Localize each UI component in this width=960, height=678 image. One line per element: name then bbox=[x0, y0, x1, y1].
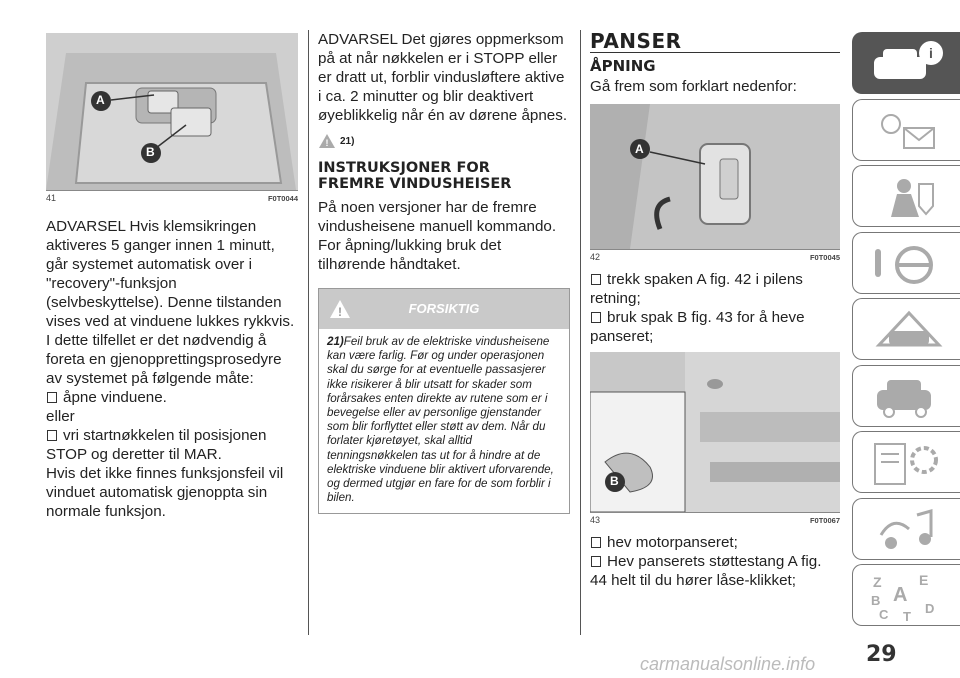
figure-label-a: A bbox=[96, 93, 105, 107]
svg-text:i: i bbox=[929, 45, 933, 61]
tab-multimedia[interactable] bbox=[852, 498, 960, 560]
sub-title: ÅPNING bbox=[590, 57, 656, 75]
tab-warning-lights[interactable] bbox=[852, 99, 960, 161]
body-paragraph: For åpning/lukking bruk det tilhørende håndtaket. bbox=[318, 237, 502, 273]
figure-code: F0T0044 bbox=[267, 194, 298, 203]
column-left bbox=[46, 0, 298, 521]
tab-car-info[interactable] bbox=[852, 32, 960, 94]
page-number: 29 bbox=[866, 642, 897, 667]
svg-text:D: D bbox=[925, 601, 935, 616]
figure-label-b: B bbox=[146, 145, 155, 159]
caution-number: 21) bbox=[327, 335, 344, 348]
list-item bbox=[46, 388, 298, 407]
svg-text:T: T bbox=[903, 609, 911, 621]
list-item-text: hev motorpanseret; bbox=[607, 533, 738, 551]
svg-text:A: A bbox=[893, 584, 908, 606]
caution-body bbox=[319, 329, 569, 513]
intro-text: Gå frem som forklart nedenfor: bbox=[590, 77, 797, 95]
window-switch-illustration bbox=[46, 33, 298, 190]
svg-text:Z: Z bbox=[873, 574, 882, 590]
heading-line: FREMRE VINDUSHEISER bbox=[318, 175, 512, 192]
svg-text:E: E bbox=[919, 572, 929, 588]
column-divider bbox=[580, 30, 581, 635]
list-item-text: bruk spak B fig. 43 for å heve panseret; bbox=[590, 308, 805, 345]
column-middle bbox=[318, 30, 570, 514]
watermark: carmanualsonline.info bbox=[640, 654, 816, 674]
figure-number: 43 bbox=[590, 514, 601, 525]
bullet-box-icon bbox=[591, 312, 601, 323]
warning-paragraph: ADVARSEL Hvis klemsikringen aktiveres 5 ganger innen 1 minutt, går systemet automatisk over i "recovery"-funksjon (selvbeskyttelse). Denne tilstanden vises ved at vinduene lukkes rykkvis. bbox=[46, 218, 295, 330]
index-icon bbox=[869, 571, 949, 621]
list-item bbox=[590, 552, 840, 590]
body-paragraph: Hvis det ikke finnes funksjonsfeil vil vinduet automatisk gjenoppta sin normale funksjon. bbox=[46, 465, 284, 520]
list-item bbox=[46, 426, 298, 464]
bullet-box-icon bbox=[591, 274, 601, 285]
list-item-text: åpne vinduene. bbox=[63, 389, 167, 406]
figure-43 bbox=[590, 352, 840, 512]
figure-label-a: A bbox=[635, 141, 644, 156]
figure-caption-43 bbox=[590, 512, 840, 525]
warning-ref-number: 21) bbox=[340, 135, 355, 147]
tab-emergency[interactable] bbox=[852, 298, 960, 360]
caution-text: Feil bruk av de elektriske vindusheisene kan være farlig. Før og under operasjonen skal du sørge for at eventuelle passasjerer ikke risikerer å blir utsatt for skader som forårsakes enten direkte av rutene som er i bevegelse eller av personlige gjenstander som blir forflyttet eller støtt av dem. Når du forlater kjøretøyet, skal alltid tenningsnøkkelen tas ut for å hindre at de elektriske vinduene blir aktivert uforvarende, og dermed utgjør en fare for de som forblir i bilen. bbox=[327, 335, 554, 505]
svg-text:!: ! bbox=[325, 138, 329, 148]
list-item bbox=[590, 533, 840, 552]
figure-41 bbox=[46, 33, 298, 190]
svg-text:C: C bbox=[879, 607, 889, 621]
caution-title: FORSIKTIG bbox=[408, 301, 480, 316]
tab-maintenance[interactable] bbox=[852, 365, 960, 427]
list-item-text: trekk spaken A fig. 42 i pilens retning; bbox=[590, 270, 803, 307]
figure-42 bbox=[590, 104, 840, 249]
body-paragraph: På noen versjoner har de fremre vindusheisene manuell kommando. bbox=[318, 199, 557, 235]
figure-caption-41 bbox=[46, 190, 298, 203]
section-title: PANSER bbox=[590, 30, 840, 53]
tab-index[interactable] bbox=[852, 564, 960, 626]
chapter-tabs bbox=[852, 32, 960, 631]
section-heading bbox=[318, 161, 570, 192]
list-item bbox=[590, 270, 840, 308]
hood-lever-illustration bbox=[590, 104, 840, 249]
tab-technical-data[interactable] bbox=[852, 431, 960, 493]
column-divider bbox=[308, 30, 309, 635]
figure-number: 41 bbox=[46, 193, 57, 203]
or-text: eller bbox=[46, 408, 75, 425]
technical-data-icon bbox=[869, 438, 949, 488]
warning-triangle-icon bbox=[318, 133, 336, 149]
caution-header bbox=[319, 289, 569, 329]
list-item bbox=[590, 308, 840, 346]
bullet-box-icon bbox=[591, 556, 601, 567]
heading-line: INSTRUKSJONER FOR bbox=[318, 160, 490, 176]
column-right bbox=[590, 30, 840, 590]
warning-paragraph: ADVARSEL Det gjøres oppmerksom på at når nøkkelen er i STOPP eller er dratt ut, forblir vindusløftere aktive i ca. 2 minutter og blir deaktivert øyeblikkelig når én av dørene åpnes. bbox=[318, 31, 568, 124]
warning-lights-icon bbox=[869, 106, 949, 156]
svg-text:B: B bbox=[871, 593, 881, 608]
list-item-text: Hev panserets støttestang A fig. 44 helt til du hører låse-klikket; bbox=[590, 552, 822, 589]
emergency-icon bbox=[869, 305, 949, 355]
figure-label-b: B bbox=[610, 473, 619, 488]
tab-starting-driving[interactable] bbox=[852, 232, 960, 294]
bullet-box-icon bbox=[591, 537, 601, 548]
list-item-text: vri startnøkkelen til posisjonen STOP og deretter til MAR. bbox=[46, 427, 267, 463]
svg-text:!: ! bbox=[338, 305, 342, 319]
hood-release-illustration bbox=[590, 352, 840, 512]
figure-caption-42 bbox=[590, 249, 840, 262]
bullet-box-icon bbox=[47, 430, 57, 441]
safety-seat-icon bbox=[869, 172, 949, 222]
figure-code: F0T0067 bbox=[809, 515, 840, 525]
warning-reference bbox=[318, 133, 570, 149]
body-paragraph: I dette tilfellet er det nødvendig å foreta en gjenopprettingsprosedyre av systemet på følgende måte: bbox=[46, 332, 282, 387]
bullet-box-icon bbox=[47, 392, 57, 403]
multimedia-icon bbox=[869, 505, 949, 555]
maintenance-icon bbox=[869, 372, 949, 422]
figure-number: 42 bbox=[590, 251, 601, 262]
car-info-icon bbox=[869, 39, 949, 89]
starting-driving-icon bbox=[869, 239, 949, 289]
caution-box bbox=[318, 288, 570, 514]
tab-safety[interactable] bbox=[852, 165, 960, 227]
figure-code: F0T0045 bbox=[809, 252, 840, 262]
